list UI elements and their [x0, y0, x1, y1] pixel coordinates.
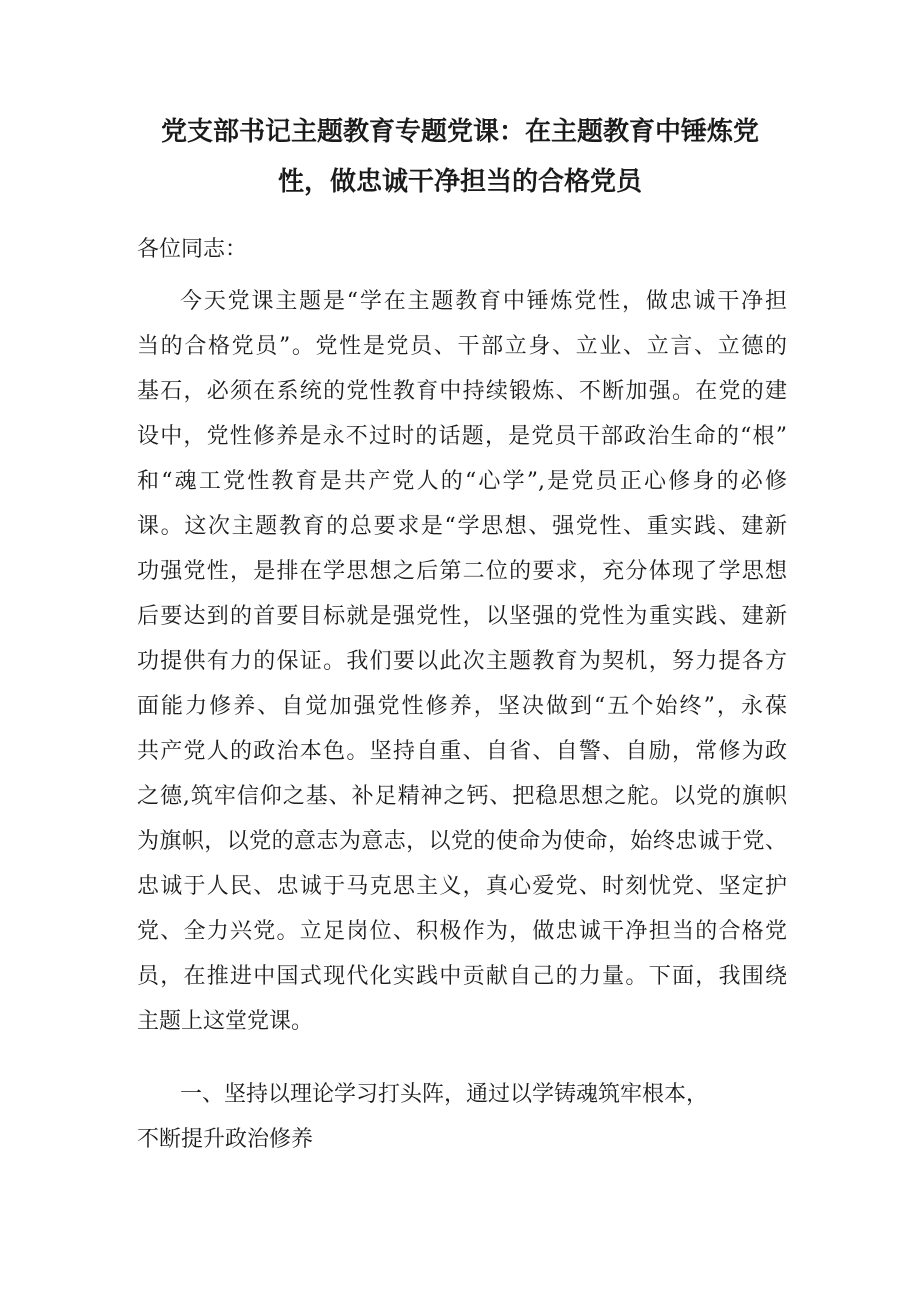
paragraph-line: 功强党性，是排在学思想之后第二位的要求，充分体现了学思想: [137, 559, 787, 584]
paragraph-line: 功提供有力的保证。我们要以此次主题教育为契机，努力提各方: [137, 649, 787, 674]
paragraph-line: 基石，必须在系统的党性教育中持续锻炼、不断加强。在党的建: [137, 379, 787, 404]
paragraph-line: 课。这次主题教育的总要求是“学思想、强党性、重实践、建新: [137, 514, 787, 539]
paragraph-line: 党、全力兴党。立足岗位、积极作为，做忠诚干净担当的合格党: [137, 919, 787, 944]
paragraph-line: 今天党课主题是“学在主题教育中锤炼党性，做忠诚干净担: [180, 289, 787, 314]
document-title-line-2: 性，做忠诚干净担当的合格党员: [277, 167, 642, 197]
paragraph-line: 共产党人的政治本色。坚持自重、自省、自警、自励，常修为政: [137, 739, 787, 764]
paragraph-line: 之德,筑牢信仰之基、补足精神之钙、把稳思想之舵。以党的旗帜: [137, 784, 787, 809]
paragraph-line: 为旗帜，以党的意志为意志，以党的使命为使命，始终忠诚于党、: [137, 829, 787, 854]
document-title-line-1: 党支部书记主题教育专题党课：在主题教育中锤炼党: [160, 117, 759, 147]
paragraph-line: 后要达到的首要目标就是强党性，以坚强的党性为重实践、建新: [137, 604, 787, 629]
paragraph-line: 忠诚于人民、忠诚于马克思主义，真心爱党、时刻忧党、坚定护: [137, 874, 787, 899]
paragraph-line: 和“魂工党性教育是共产党人的“心学”,是党员正心修身的必修: [137, 469, 787, 494]
section-heading-line-1: 一、坚持以理论学习打头阵，通过以学铸魂筑牢根本，: [180, 1082, 709, 1107]
paragraph-line: 当的合格党员”。党性是党员、干部立身、立业、立言、立德的: [137, 334, 787, 359]
section-heading-line-2: 不断提升政治修养: [137, 1127, 314, 1152]
paragraph-line: 面能力修养、自觉加强党性修养，坚决做到“五个始终”，永葆: [137, 694, 787, 719]
salutation: 各位同志：: [137, 237, 248, 262]
paragraph-line: 主题上这堂党课。: [137, 1009, 314, 1034]
paragraph-line: 员，在推进中国式现代化实践中贡献自己的力量。下面，我围绕: [137, 964, 787, 989]
paragraph-line: 设中，党性修养是永不过时的话题，是党员干部政治生命的“根”: [137, 424, 787, 449]
